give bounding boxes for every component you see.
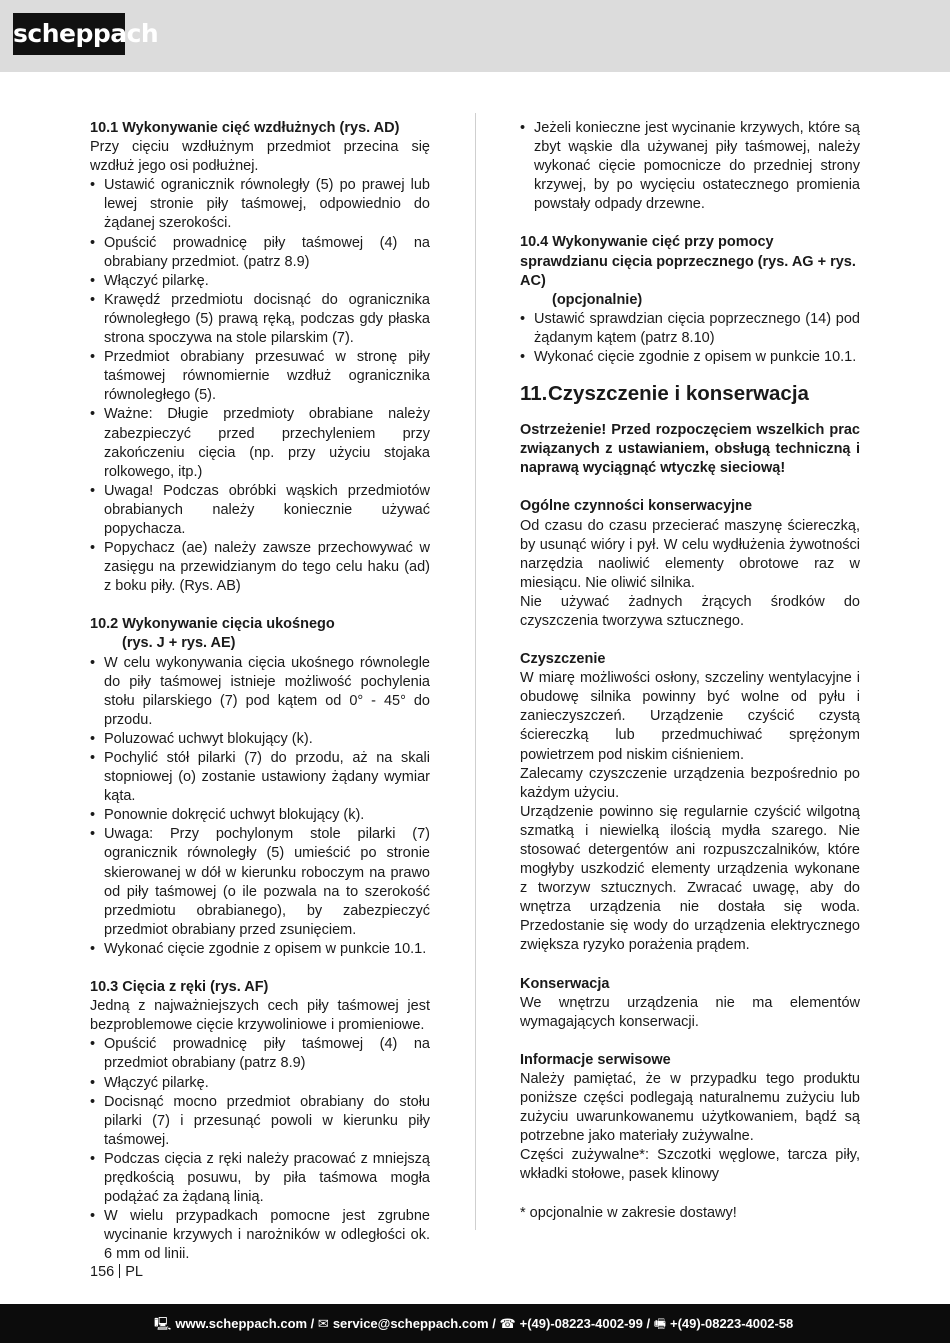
section-10-3-intro: Jedną z najważniejszych cech piły taśmowej jest bezproblemowe cięcie krzywoliniowe i promieniowe. — [90, 998, 430, 1034]
section-10-3-list — [90, 1035, 430, 1264]
section-10-2-title-line2: (rys. J + rys. AE) — [122, 635, 236, 652]
list-item: • W celu wykonywania cięcia ukośnego równolegle do piły taśmowej istnieje możliwość pochylenia stołu pilarskiego (7) pod kątem od 0° - 45° do przodu. — [90, 654, 430, 730]
list-item: • Wykonać cięcie zgodnie z opisem w punkcie 10.1. — [520, 348, 860, 367]
section-11-number: 11. — [520, 382, 548, 406]
list-item: • Opuścić prowadnicę piły taśmowej (4) na obrabiany przedmiot. (patrz 8.9) — [90, 234, 430, 272]
page-number-separator — [119, 1264, 120, 1278]
list-item: • Popychacz (ae) należy zawsze przechowywać w zasięgu na przewidzianym do tego celu haku (ad) z boku piły. (Rys. AB) — [90, 539, 430, 596]
section-10-4-title-text: 10.4 Wykonywanie cięć przy pomocy sprawdzianu cięcia poprzecznego (rys. AG + rys. AC) — [520, 234, 856, 289]
section-10-4-title-optional: (opcjonalnie) — [552, 291, 643, 308]
list-item: • Ważne: Długie przedmioty obrabiane należy zabezpieczyć przed przechyleniem przy zakończeniu cięcia (np. przy użyciu stojaka rolkowego, itp.) — [90, 405, 430, 481]
list-item: • W wielu przypadkach pomocne jest zgrubne wycinanie krzywych i narożników w odległości ok. 6 mm od linii. — [90, 1207, 430, 1264]
list-item: • Przedmiot obrabiany przesuwać w stronę piły taśmowej równomiernie wzdłuż ogranicznika równoległego (5). — [90, 348, 430, 405]
general-maintenance-title: Ogólne czynności konserwacyjne — [520, 498, 753, 515]
list-item: • Ponownie dokręcić uchwyt blokujący (k). — [90, 806, 430, 825]
section-10-3-continued-list — [520, 119, 860, 214]
footer-fax: +(49)-08223-4002-58 — [670, 1316, 794, 1331]
section-10-2-title-line1: 10.2 Wykonywanie cięcia ukośnego — [90, 616, 335, 633]
section-10-3-title: 10.3 Cięcia z ręki (rys. AF) — [90, 979, 269, 996]
page-header — [0, 0, 950, 72]
section-10-1-list — [90, 176, 430, 596]
page-footer — [0, 1304, 950, 1343]
cleaning-p2: Zalecamy czyszczenie urządzenia bezpośrednio po każdym użyciu. — [520, 765, 860, 801]
email-icon: ✉ — [317, 1316, 329, 1331]
page-number-value: 156 — [90, 1264, 115, 1280]
phone-icon: ☎ — [499, 1316, 516, 1331]
list-item: • Docisnąć mocno przedmiot obrabiany do stołu pilarki (7) i przesunąć powoli w kierunku piły taśmowej. — [90, 1093, 430, 1150]
list-item: • Krawędź przedmiotu docisnąć do ogranicznika równoległego (5) prawą ręką, podczas gdy płaska strona spoczywa na stole pilarskim (7). — [90, 291, 430, 348]
list-item: • Opuścić prowadnicę piły taśmowej (4) na przedmiot obrabiany (patrz 8.9) — [90, 1035, 430, 1073]
cleaning-p1: W miarę możliwości osłony, szczeliny wentylacyjne i obudowę silnika powinny być wolne od pyłu i zanieczyszczeń. Urządzenie czyścić czystą ściereczką lub przedmuchiwać sprężonym powietrzem pod niskim ciśnieniem. — [520, 670, 860, 763]
section-11-title: Czyszczenie i konserwacja — [548, 382, 809, 406]
list-item: • Pochylić stół pilarki (7) do przodu, aż na skali stopniowej (o) zostanie ustawiony żądany wymiar kąta. — [90, 749, 430, 806]
service-info-p1: Należy pamiętać, że w przypadku tego produktu poniższe części podlegają naturalnemu zużyciu lub zużyciu uwarunkowanemu użytkowaniem, bądź są potrzebne jako materiały zużywalne. — [520, 1070, 860, 1145]
section-10-2-list — [90, 654, 430, 960]
section-11-heading — [520, 377, 860, 411]
column-divider — [475, 113, 476, 1230]
list-item: • Jeżeli konieczne jest wycinanie krzywych, które są zbyt wąskie dla używanej piły taśmowej, należy wykonać cięcie pomocnicze do przedniej strony krzywej, by po wycięciu ostatecznego promienia powstały odpady drzewne. — [520, 119, 860, 214]
list-item: • Uwaga! Podczas obróbki wąskich przedmiotów obrabianych należy koniecznie używać popychacza. — [90, 482, 430, 539]
page-language: PL — [125, 1264, 143, 1280]
fax-icon: 🖷 — [653, 1316, 666, 1331]
right-column — [520, 119, 860, 1223]
safety-warning: Ostrzeżenie! Przed rozpoczęciem wszelkich prac związanych z ustawianiem, obsługą techniczną i naprawą wyciągnąć wtyczkę sieciową! — [520, 422, 860, 477]
list-item: • Podczas cięcia z ręki należy pracować z mniejszą prędkością posuwu, by piła taśmowa mogła podążać za żądaną linią. — [90, 1150, 430, 1207]
section-10-4-title — [520, 233, 860, 309]
footer-email[interactable]: service@scheppach.com / — [332, 1316, 496, 1331]
scheppach-logo: scheppach — [13, 13, 125, 55]
list-item: • Uwaga: Przy pochylonym stole pilarki (7) ogranicznik równoległy (5) umieścić po stronie skierowanej w dół w kierunku roboczym na prawo od piły taśmowej (o ile pozwala na to szerokość przedmiotu obrabianego), by zabezpieczyć przedmiot obrabiany przed zsunięciem. — [90, 825, 430, 940]
list-item: • Wykonać cięcie zgodnie z opisem w punkcie 10.1. — [90, 940, 430, 959]
footnote: * opcjonalnie w zakresie dostawy! — [520, 1204, 737, 1221]
list-item: • Ustawić ogranicznik równoległy (5) po prawej lub lewej stronie piły taśmowej, odpowiednio do żądanej szerokości. — [90, 176, 430, 233]
general-maintenance-p1: Od czasu do czasu przecierać maszynę ściereczką, by usunąć wióry i pył. W celu wydłużenia żywotności narzędzia naoliwić elementy obrotowe raz w miesiącu. Nie oliwić silnika. — [520, 517, 860, 591]
maintenance-text: We wnętrzu urządzenia nie ma elementów wymagających konserwacji. — [520, 994, 860, 1030]
list-item: • Włączyć pilarkę. — [90, 272, 430, 291]
service-info-title: Informacje serwisowe — [520, 1051, 671, 1068]
list-item: • Poluzować uchwyt blokujący (k). — [90, 730, 430, 749]
section-10-1-intro: Przy cięciu wzdłużnym przedmiot przecina się wzdłuż jego osi podłużnej. — [90, 139, 430, 175]
list-item: • Ustawić sprawdzian cięcia poprzecznego (14) pod żądanym kątem (patrz 8.10) — [520, 310, 860, 348]
section-10-1-title: 10.1 Wykonywanie cięć wzdłużnych (rys. AD) — [90, 120, 400, 136]
footer-phone: +(49)-08223-4002-99 / — [519, 1316, 651, 1331]
general-maintenance-p2: Nie używać żadnych żrących środków do czyszczenia tworzywa sztucznego. — [520, 593, 860, 629]
left-column — [90, 119, 430, 1264]
cleaning-p3: Urządzenie powinno się regularnie czyścić wilgotną szmatką i niewielką ilością mydła szarego. Nie stosować detergentów ani rozpuszczalników, które mogłyby uszkodzić elementy urządzenia wykonane z tworzyw sztucznych. Zwracać uwagę, aby do wnętrza urządzenia nie dostała się woda. Przedostanie się wody do urządzenia elektrycznego zwiększa ryzyko porażenia prądem. — [520, 803, 860, 954]
page-number — [90, 1264, 143, 1280]
list-item: • Włączyć pilarkę. — [90, 1074, 430, 1093]
cleaning-title: Czyszczenie — [520, 651, 606, 668]
service-info-p2: Części zużywalne*: Szczotki węglowe, tarcza piły, wkładki stołowe, pasek klinowy — [520, 1147, 860, 1183]
section-10-2-title — [90, 615, 430, 653]
maintenance-title: Konserwacja — [520, 975, 610, 992]
footer-website[interactable]: www.scheppach.com / — [175, 1316, 315, 1331]
section-10-4-list — [520, 310, 860, 367]
computer-icon: 🖳 — [154, 1316, 172, 1331]
